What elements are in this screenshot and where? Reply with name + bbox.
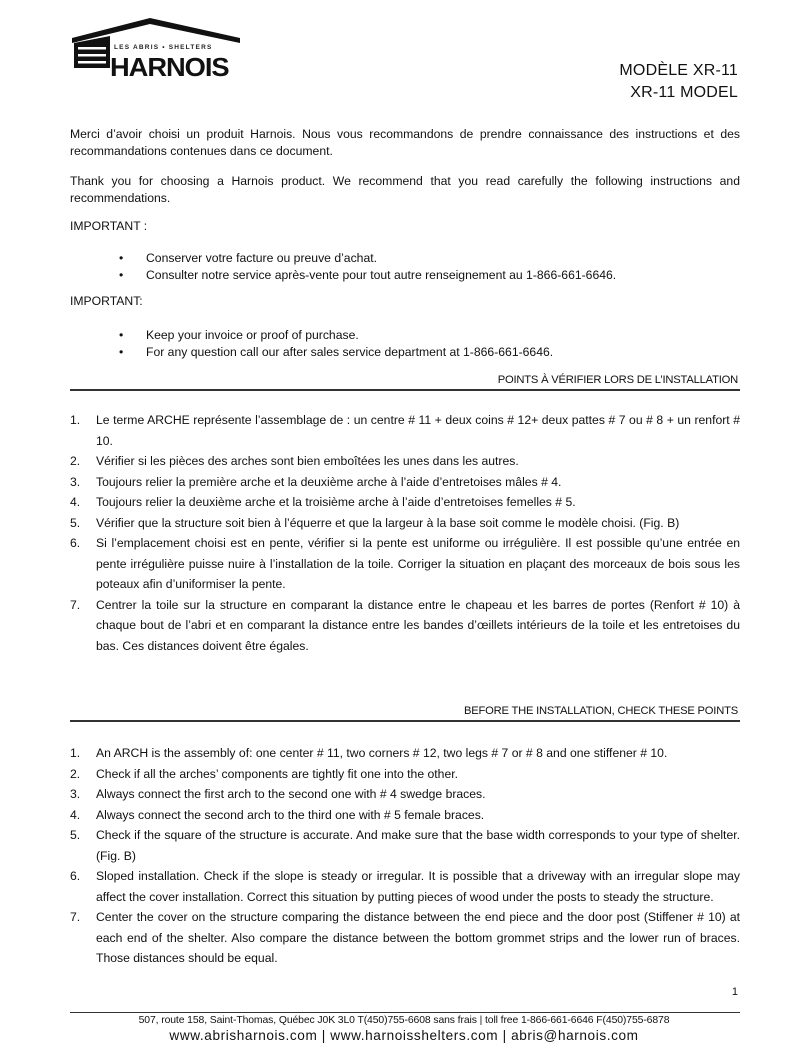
list-item-text: For any question call our after sales service department at 1-866-661-6646. [146,345,554,359]
list-item: 3. Always connect the first arch to the second one with # 4 swedge braces. [70,787,486,801]
bullet-icon: • [119,268,124,282]
list-item [70,344,740,361]
list-item-text: Si l’emplacement choisi est en pente, vérifier si la pente est uniforme ou irrégulière. Il est possible qu’une entrée en pente irrégulière puisse nuire à l’installation de la toile. Corriger la situation en plaçant des morceaux de bois sous les poteaux afin d’uniformiser la pente. [96,536,740,591]
section-title-en: BEFORE THE INSTALLATION, CHECK THESE POINTS [463,705,738,717]
list-item-text: Always connect the second arch to the third one with # 5 female braces. [96,807,485,822]
list-item-text: Always connect the first arch to the second one with # 4 swedge braces. [96,787,486,801]
list-item [70,267,740,284]
model-title [619,60,738,104]
list-item-text: Keep your invoice or proof of purchase. [146,328,359,342]
list-item: 2. Check if all the arches’ components are tightly fit one into the other. [70,766,458,781]
section-divider [70,720,740,722]
list-item-text: Check if all the arches’ components are tightly fit one into the other. [96,766,458,781]
list-item-text: Le terme ARCHE représente l’assemblage de : un centre # 11 + deux coins # 12+ deux pattes # 7 ou # 8 + un renfort # 10. [96,413,740,448]
list-item-text: Toujours relier la deuxième arche et la troisième arche à l’aide d’entretoises femelles # 5. [96,495,576,509]
list-item: 2. Vérifier si les pièces des arches sont bien emboîtées les unes dans les autres. [70,454,519,468]
footer-divider [70,1012,740,1013]
bullet-icon: • [119,251,124,265]
important-fr-list [70,250,740,284]
list-item [70,327,740,344]
list-item: 6. Sloped installation. Check if the slope is steady or irregular. It is possible that a driveway with an irregular slope may affect the cover installation. Correct this situation by putting pieces of wood under the posts to steady the structure. [70,869,740,904]
list-item: 5. Check if the square of the structure is accurate. And make sure that the base width corresponds to your type of shelter. (Fig. B) [70,828,740,863]
list-item-text: Toujours relier la première arche et la deuxième arche à l’aide d’entretoises mâles # 4. [96,474,562,489]
footer-web-links: www.abrisharnois.com | www.harnoisshelters.com | abris@harnois.com [169,1028,639,1043]
model-title-en: XR-11 MODEL [630,84,738,101]
important-fr-label: IMPORTANT : [70,219,148,233]
list-item [70,250,740,267]
checklist-en [70,743,740,969]
footer-address: 507, route 158, Saint-Thomas, Québec J0K 3L0 T(450)755-6608 sans frais | toll free 1-866-661-6646 F(450)755-6878 [138,1015,670,1026]
list-item-text: Vérifier si les pièces des arches sont bien emboîtées les unes dans les autres. [96,454,519,468]
list-item: 1. An ARCH is the assembly of: one center # 11, two corners # 12, two legs # 7 or # 8 and one stiffener # 10. [70,746,668,760]
intro-en: Thank you for choosing a Harnois product. We recommend that you read carefully the following instructions and recommendations. [70,174,740,205]
list-item: 5. Vérifier que la structure soit bien à l’équerre et que la largeur à la base soit comme le modèle choisi. (Fig. B) [70,515,680,530]
bullet-icon: • [119,328,124,342]
list-item: 4. Always connect the second arch to the third one with # 5 female braces. [70,807,485,822]
list-item-text: Conserver votre facture ou preuve d’achat. [146,251,378,265]
section-divider [70,389,740,391]
logo-brand: HARNOIS [110,52,229,82]
section-title-fr: POINTS À VÉRIFIER LORS DE L’INSTALLATION [497,374,738,386]
logo-tagline: LES ABRIS • SHELTERS [114,44,213,51]
list-item: 6. Si l’emplacement choisi est en pente, vérifier si la pente est uniforme ou irrégulière. Il est possible qu’une entrée en pente irrégulière puisse nuire à l’installation de la toile. Corriger la situation en plaçant des morceaux de bois sous les poteaux afin d’uniformiser la pente. [70,536,740,591]
model-title-fr: MODÈLE XR-11 [619,62,738,79]
list-item-text: Centrer la toile sur la structure en comparant la distance entre le chapeau et les barres de portes (Renfort # 10) à chaque bout de l’abri et en comparant la distance entre les bandes d’œillets intérieurs de la toile et les entretoises du bas. Ces distances doivent être égales. [96,597,740,653]
intro-fr: Merci d’avoir choisi un produit Harnois. Nous vous recommandons de prendre connaissance des instructions et des recommandations contenues dans ce document. [70,127,740,158]
checklist-fr [70,410,740,656]
important-en-list [70,327,740,361]
list-item: 7. Center the cover on the structure comparing the distance between the end piece and the door post (Stiffener # 10) at each end of the shelter. Also compare the distance between the bottom grommet strips and the lower run of braces. Those distances should be equal. [70,910,740,965]
list-item-text: Consulter notre service après-vente pour tout autre renseignement au 1-866-661-6646. [146,268,617,282]
bullet-icon: • [119,345,124,359]
list-item-text: Sloped installation. Check if the slope is steady or irregular. It is possible that a driveway with an irregular slope may affect the cover installation. Correct this situation by putting pieces of wood under the posts to steady the structure. [96,869,740,904]
list-item-text: Center the cover on the structure comparing the distance between the end piece and the door post (Stiffener # 10) at each end of the shelter. Also compare the distance between the bottom grommet strips and the lower run of braces. Those distances should be equal. [96,910,740,965]
list-item-text: An ARCH is the assembly of: one center # 11, two corners # 12, two legs # 7 or # 8 and one stiffener # 10. [96,746,668,760]
list-item-text: Check if the square of the structure is accurate. And make sure that the base width corresponds to your type of shelter. (Fig. B) [96,828,740,863]
harnois-logo [70,16,242,82]
page-number: 1 [731,986,738,998]
list-item: 7. Centrer la toile sur la structure en comparant la distance entre le chapeau et les barres de portes (Renfort # 10) à chaque bout de l’abri et en comparant la distance entre les bandes d’œillets intérieurs de la toile et les entretoises du bas. Ces distances doivent être égales. [70,597,740,653]
list-item: 4. Toujours relier la deuxième arche et la troisième arche à l’aide d’entretoises femelles # 5. [70,495,576,509]
important-en-label: IMPORTANT: [70,294,143,308]
list-item: 3. Toujours relier la première arche et la deuxième arche à l’aide d’entretoises mâles # 4. [70,474,562,489]
list-item: 1. Le terme ARCHE représente l’assemblage de : un centre # 11 + deux coins # 12+ deux pattes # 7 ou # 8 + un renfort # 10. [70,413,740,448]
list-item-text: Vérifier que la structure soit bien à l’équerre et que la largeur à la base soit comme le modèle choisi. (Fig. B) [96,515,680,530]
